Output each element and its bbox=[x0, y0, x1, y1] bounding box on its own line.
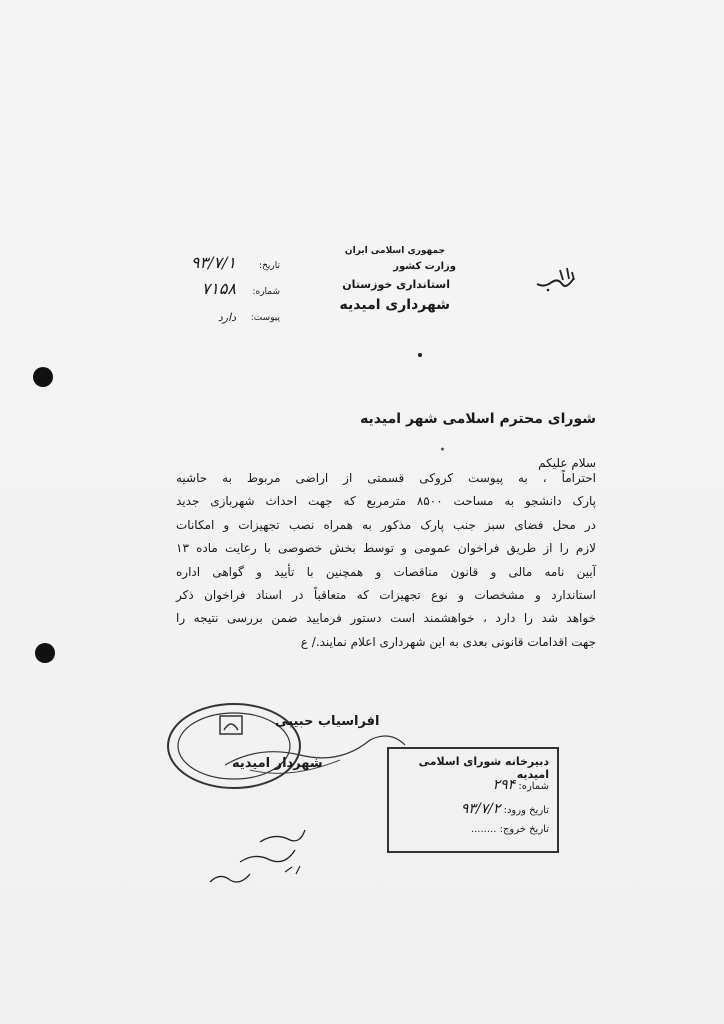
body-line: آیین نامه مالی و قانون مناقصات و همچنین با تأیید و گواهی اداره bbox=[176, 564, 596, 579]
letter-meta bbox=[170, 255, 280, 333]
secretariat-title: دبیرخانه شورای اسلامی امیدیه bbox=[418, 755, 549, 781]
small-mark: ٭ bbox=[440, 445, 445, 455]
handwritten-note-icon bbox=[200, 822, 310, 892]
body-line: استاندارد و مشخصات و نوع تجهیزات که متعاقباً در اسناد فراخوان ذکر bbox=[176, 588, 596, 603]
attachment-label: پیوست: bbox=[250, 313, 280, 323]
letterhead-country: جمهوری اسلامی ایران bbox=[344, 246, 445, 256]
date-label: تاریخ: bbox=[259, 261, 280, 271]
secretariat-entry-row bbox=[461, 801, 549, 817]
letter-body bbox=[176, 467, 596, 654]
attachment-value: دارد bbox=[217, 311, 236, 324]
secretariat-entry-label: تاریخ ورود: bbox=[503, 805, 549, 816]
body-line: جهت اقدامات قانونی بعدی به این شهرداری اعلام نمایند./ ع bbox=[300, 634, 596, 649]
date-value: ۹۳/۷/۱ bbox=[190, 253, 236, 272]
addressee: شورای محترم اسلامی شهر امیدیه bbox=[360, 411, 596, 427]
body-line: خواهد شد را دارد ، خواهشمند است دستور فرمایید ضمن بررسی نتیجه را bbox=[176, 611, 596, 626]
body-line: لازم را از طریق فراخوان عمومی و توسط بخش خصوصی با رعایت ماده ۱۳ bbox=[176, 541, 596, 556]
bismillah-emblem-icon bbox=[532, 264, 582, 294]
secretariat-stamp bbox=[387, 747, 559, 853]
letterhead-municipality: شهرداری امیدیه bbox=[339, 297, 450, 313]
secretariat-number-value: ۲۹۴ bbox=[492, 777, 516, 793]
body-line: پارک دانشجو به مساحت ۸۵۰۰ مترمربع که جهت احداث شهربازی جدید bbox=[176, 494, 596, 509]
greeting: سلام علیکم bbox=[538, 456, 596, 470]
secretariat-entry-value: ۹۳/۷/۲ bbox=[460, 801, 501, 817]
punch-hole-top bbox=[33, 367, 53, 387]
number-value: ۷۱۵۸ bbox=[201, 279, 236, 298]
secretariat-exit-value: ........ bbox=[470, 824, 497, 835]
signatory-name: افراسیاب حبیبی bbox=[275, 714, 380, 729]
signature-scribble-icon bbox=[220, 725, 410, 785]
body-line: احتراماً ، به پیوست کروکی قسمتی از اراضی مربوط به حاشیه bbox=[176, 471, 596, 485]
letterhead-ministry: وزارت کشور bbox=[393, 261, 456, 272]
secretariat-number-row bbox=[493, 777, 549, 793]
secretariat-number-label: شماره: bbox=[518, 781, 549, 792]
signatory-title: شهردار امیدیه bbox=[232, 756, 323, 771]
letterhead bbox=[280, 246, 480, 313]
body-line: در محل فضای سبز جنب پارک مذکور به همراه نصب تجهیزات و امکانات bbox=[176, 517, 596, 532]
secretariat-exit-row bbox=[471, 824, 549, 835]
punch-hole-bottom bbox=[35, 643, 55, 663]
dot-mark bbox=[418, 353, 422, 357]
number-label: شماره: bbox=[252, 287, 280, 297]
secretariat-exit-label: تاریخ خروج: bbox=[499, 824, 549, 835]
letterhead-province: استانداری خوزستان bbox=[342, 278, 450, 291]
